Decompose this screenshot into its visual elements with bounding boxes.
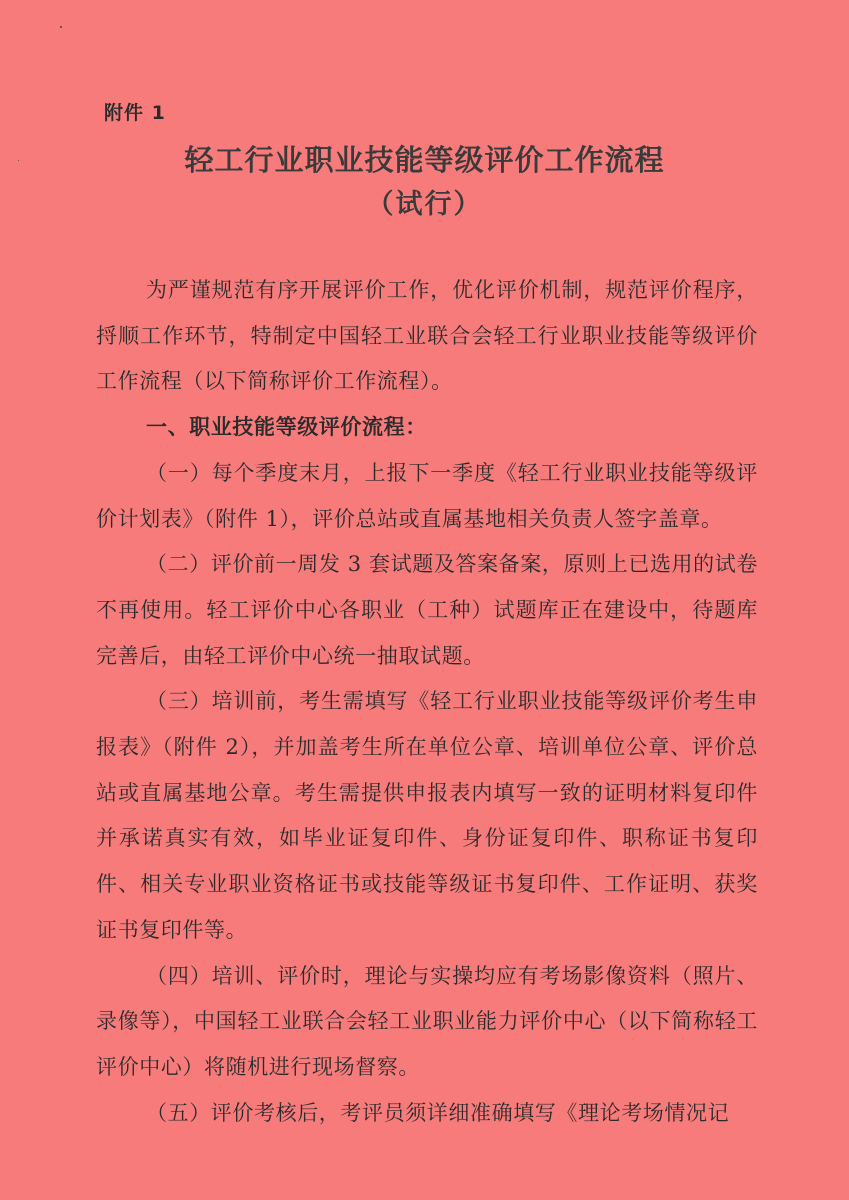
- section-heading: 一、职业技能等级评价流程：: [146, 415, 427, 440]
- intro-paragraph: 为严谨规范有序开展评价工作，优化评价机制，规范评价程序，捋顺工作环节，特制定中国轻工业联合会轻工行业职业技能等级评价工作流程（以下简称评价工作流程）。: [96, 278, 758, 394]
- document-title: 轻工行业职业技能等级评价工作流程: [184, 143, 665, 177]
- scan-speck: [60, 26, 62, 28]
- body-paragraph: （四）培训、评价时，理论与实操均应有考场影像资料（照片、录像等），中国轻工业联合会轻工业职业能力评价中心（以下简称轻工评价中心）将随机进行现场督察。: [96, 963, 758, 1079]
- body-paragraph: （三）培训前，考生需填写《轻工行业职业技能等级评价考生申报表》（附件 2），并加盖考生所在单位公章、培训单位公章、评价总站或直属基地公章。考生需提供申报表内填写一致的证明材料复印件并承诺真实有效，如毕业证复印件、身份证复印件、职称证书复印件、相关专业职业资格证书或技能等级证书复印件、工作证明、获奖证书复印件等。: [96, 689, 758, 942]
- body-paragraph: （二）评价前一周发 3 套试题及答案备案，原则上已选用的试卷不再使用。轻工评价中心各职业（工种）试题库正在建设中，待题库完善后，由轻工评价中心统一抽取试题。: [96, 552, 758, 668]
- attachment-label: 附件 1: [104, 102, 166, 124]
- document-body: [96, 268, 758, 1136]
- document-subtitle: （试行）: [366, 189, 483, 220]
- body-paragraph: （五）评价考核后，考评员须详细准确填写《理论考场情况记: [146, 1100, 730, 1125]
- body-paragraph: （一）每个季度末月，上报下一季度《轻工行业职业技能等级评价计划表》（附件 1），评价总站或直属基地相关负责人签字盖章。: [96, 460, 758, 531]
